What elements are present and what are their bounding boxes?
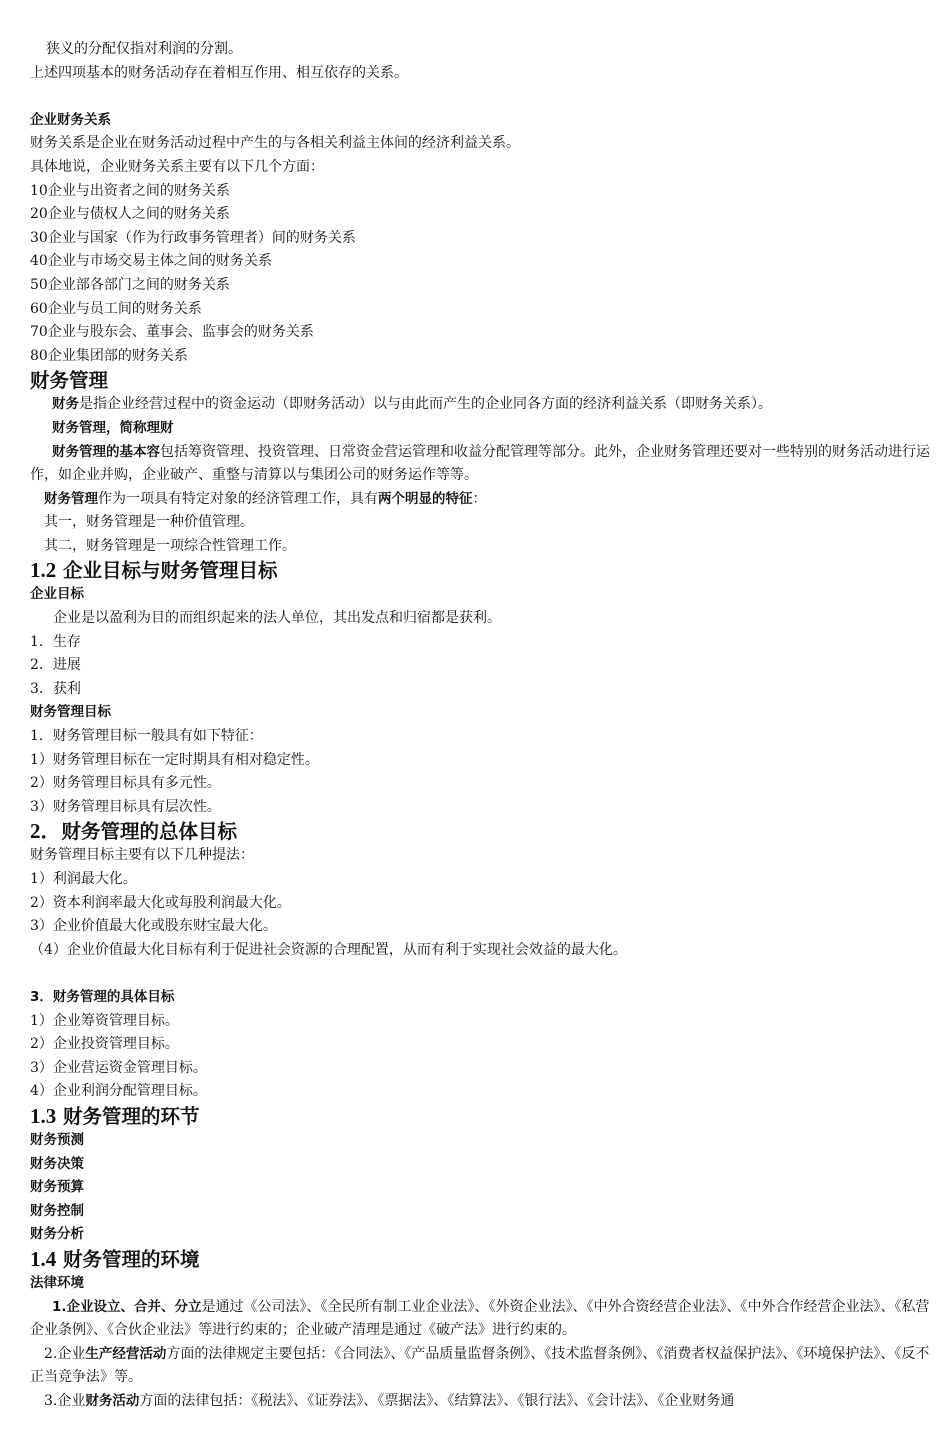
paragraph-text: 作为一项具有特定对象的经济管理工作，具有 (98, 490, 378, 507)
paragraph-text: 方面的法律规定主要包括：《合同法》、《产品质量监督条例》、《技术监督条例》、《消费者权益保护法》、《环境保护法》、《反不正当竞争法》等。 (30, 1345, 930, 1386)
blank-line (30, 85, 930, 109)
list-item: 1）财务管理目标在一定时期具有相对稳定性。 (30, 751, 319, 768)
paragraph-text: 包括筹资管理、投资管理、日常资金营运管理和收益分配管理等部分。此外，企业财务管理还要对一些特别的财务活动进行运作，如企业并购，企业破产、重整与清算以与集团公司的财务运作等等。 (30, 443, 930, 484)
paragraph-line: 财务管理目标主要有以下几种提法： (30, 847, 254, 864)
paragraph-text: 方面的法律包括：《税法》、《证券法》、《票据法》、《结算法》、《银行法》、《会计法》、《企业财务通 (139, 1392, 735, 1409)
bold-term: 财务 (52, 396, 79, 413)
paragraph-line: 企业是以盈利为目的而组织起来的法人单位，其出发点和归宿都是获利。 (53, 610, 501, 627)
list-item: 50企业部各部门之间的财务关系 (30, 276, 230, 293)
paragraph-line (30, 488, 930, 512)
heading-text: 财务管理的环境 (56, 1247, 200, 1271)
list-item: 2）财务管理目标具有多元性。 (30, 775, 221, 792)
heading-2 (30, 819, 930, 844)
step-label: 财务预测 (30, 1131, 84, 1148)
bold-term: 财务管理 (44, 490, 98, 507)
list-item: 2．进展 (30, 657, 81, 674)
heading-number: 1.3 (30, 1103, 57, 1128)
paragraph-line (30, 393, 930, 417)
list-item: 30企业与国家（作为行政事务管理者）间的财务关系 (30, 229, 356, 246)
list-item: 1）企业筹资管理目标。 (30, 1012, 179, 1029)
list-item: 2）资本利润率最大化或每股利润最大化。 (30, 894, 291, 911)
section-heading: 企业目标 (30, 586, 84, 603)
heading-1-4 (30, 1247, 930, 1272)
section-heading: 法律环境 (30, 1274, 84, 1291)
list-item: 70企业与股东会、董事会、监事会的财务关系 (30, 324, 314, 341)
list-item: （4）企业价值最大化目标有利于促进社会资源的合理配置，从而有利于实现社会效益的最大化。 (30, 941, 627, 958)
document-body (30, 38, 930, 1413)
paragraph-line: 其一，财务管理是一种价值管理。 (44, 514, 254, 531)
list-item: 3）财务管理目标具有层次性。 (30, 798, 221, 815)
heading-number: 2． (30, 819, 62, 844)
heading-number: 1.4 (30, 1246, 57, 1271)
paragraph-line: 其二，财务管理是一项综合性管理工作。 (44, 537, 296, 554)
bold-term: 两个明显的特征 (378, 490, 473, 507)
list-item: 10企业与出资者之间的财务关系 (30, 182, 230, 199)
section-heading: 财务管理目标 (30, 704, 111, 721)
bold-line: 财务管理，简称理财 (52, 419, 174, 436)
list-item: 2）企业投资管理目标。 (30, 1036, 179, 1053)
list-item: 60企业与员工间的财务关系 (30, 300, 202, 317)
blank-line (30, 962, 930, 986)
paragraph-line: 狭义的分配仅指对利润的分割。 (46, 41, 242, 57)
list-item: 1．生存 (30, 633, 81, 650)
list-item: 1．财务管理目标一般具有如下特征： (30, 728, 263, 745)
paragraph-text: 2.企业 (44, 1345, 86, 1362)
paragraph-line (30, 1390, 930, 1414)
paragraph-text: 是指企业经营过程中的资金运动（即财务活动）以与由此而产生的企业同各方面的经济利益关系（即财务关系）。 (79, 396, 772, 413)
paragraph-line: 上述四项基本的财务活动存在着相互作用、相互依存的关系。 (30, 64, 408, 81)
paragraph-line: 具体地说，企业财务关系主要有以下几个方面： (30, 158, 324, 175)
list-item: 3．获利 (30, 680, 81, 697)
list-item: 3）企业价值最大化或股东财宝最大化。 (30, 918, 277, 935)
paragraph-text: 3.企业 (44, 1392, 86, 1409)
bold-term: 财务活动 (85, 1392, 140, 1409)
list-item: 40企业与市场交易主体之间的财务关系 (30, 253, 272, 270)
list-item: 80企业集团部的财务关系 (30, 347, 188, 364)
paragraph (30, 1296, 930, 1343)
heading-1-3 (30, 1104, 930, 1129)
heading-text: 财务管理的环节 (56, 1104, 200, 1128)
step-label: 财务预算 (30, 1179, 84, 1196)
paragraph-text: ： (472, 490, 487, 507)
paragraph (30, 441, 930, 488)
step-label: 财务决策 (30, 1155, 84, 1172)
heading-financial-management: 财务管理 (30, 369, 109, 393)
heading-1-2 (30, 558, 930, 583)
bold-term: 生产经营活动 (85, 1345, 167, 1362)
paragraph (30, 1343, 930, 1390)
paragraph-line: 财务关系是企业在财务活动过程中产生的与各相关利益主体间的经济利益关系。 (30, 135, 520, 152)
bold-term: 1.企业设立、合并、分立 (52, 1298, 202, 1315)
step-label: 财务控制 (30, 1202, 84, 1219)
list-item: 1）利润最大化。 (30, 871, 137, 887)
heading-text: 企业目标与财务管理目标 (56, 559, 278, 583)
bold-term: 财务管理的基本容 (52, 443, 160, 460)
paragraph-text: 是通过《公司法》、《全民所有制工业企业法》、《外资企业法》、《中外合资经营企业法》、《中外合作经营企业法》、《私营企业条例》、《合伙企业法》等进行约束的；企业破产清理是通过《破产法》进行约束的。 (30, 1298, 930, 1339)
list-item: 20企业与债权人之间的财务关系 (30, 206, 230, 223)
section-heading: 3．财务管理的具体目标 (30, 988, 175, 1005)
heading-number: 1.2 (30, 558, 57, 583)
section-heading: 企业财务关系 (30, 111, 111, 128)
step-label: 财务分析 (30, 1226, 84, 1243)
list-item: 4）企业利润分配管理目标。 (30, 1083, 207, 1100)
list-item: 3）企业营运资金管理目标。 (30, 1059, 207, 1076)
heading-text: 财务管理的总体目标 (61, 820, 238, 844)
